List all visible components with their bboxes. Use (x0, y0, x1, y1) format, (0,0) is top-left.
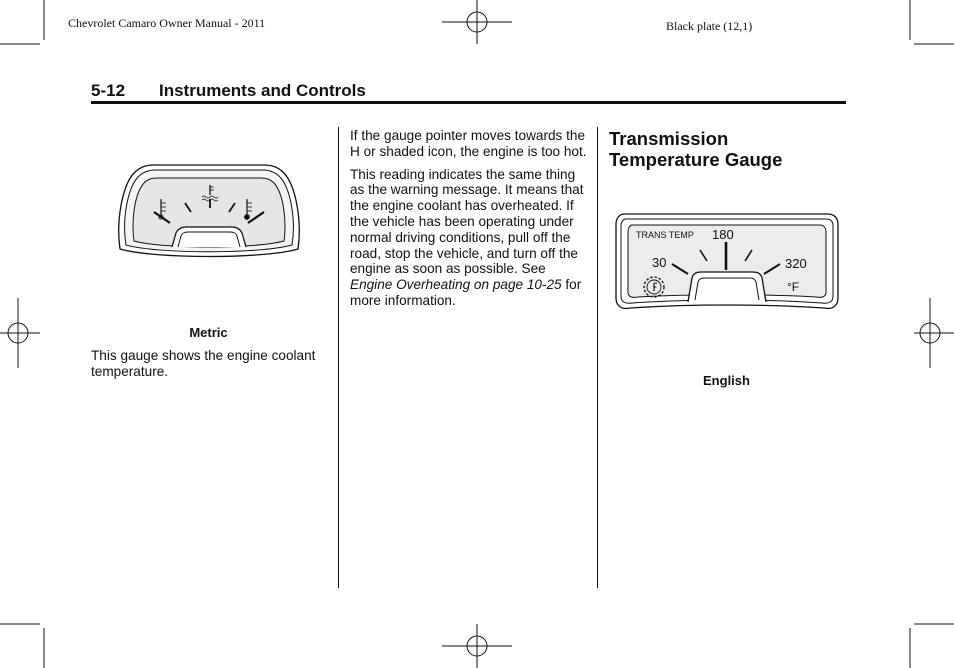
gauge-unit: °F (787, 280, 800, 294)
metric-caption: Metric (189, 325, 228, 340)
column-divider-2 (597, 127, 598, 588)
overheat-paragraph (350, 167, 588, 309)
transmission-heading: Transmission Temperature Gauge (609, 128, 783, 170)
coolant-gauge-figure (114, 161, 304, 276)
transmission-gauge-figure (614, 212, 840, 316)
gauge-mark-30: 30 (652, 255, 667, 270)
column-divider-1 (338, 127, 339, 588)
col1-paragraph (91, 348, 326, 387)
section-title: Instruments and Controls (159, 81, 366, 100)
coolant-description: This gauge shows the engine coolant temperature. (91, 348, 316, 379)
col2-text (350, 128, 588, 316)
plate-label: Black plate (12,1) (666, 19, 753, 33)
english-caption: English (703, 373, 750, 388)
engine-overheating-link[interactable]: Engine Overheating on page 10-25 (350, 277, 562, 293)
pointer-paragraph: If the gauge pointer moves towards the H or shaded icon, the engine is too hot. (350, 128, 587, 159)
trans-temp-label: TRANS TEMP (636, 230, 694, 240)
header-rule (91, 101, 846, 104)
page-number: 5-12 (91, 81, 126, 100)
gauge-mark-180: 180 (712, 227, 734, 242)
book-title: Chevrolet Camaro Owner Manual - 2011 (68, 16, 266, 30)
gauge-mark-320: 320 (785, 256, 807, 271)
overheat-text: This reading indicates the same thing as the warning message. It means that the engine coolant has overheated. If the vehicle has been operating under normal driving conditions, pull off the road, stop the vehicle, and turn off the engine as soon as possible. See (350, 166, 584, 277)
overheat-text-end: for more information. (350, 277, 582, 308)
